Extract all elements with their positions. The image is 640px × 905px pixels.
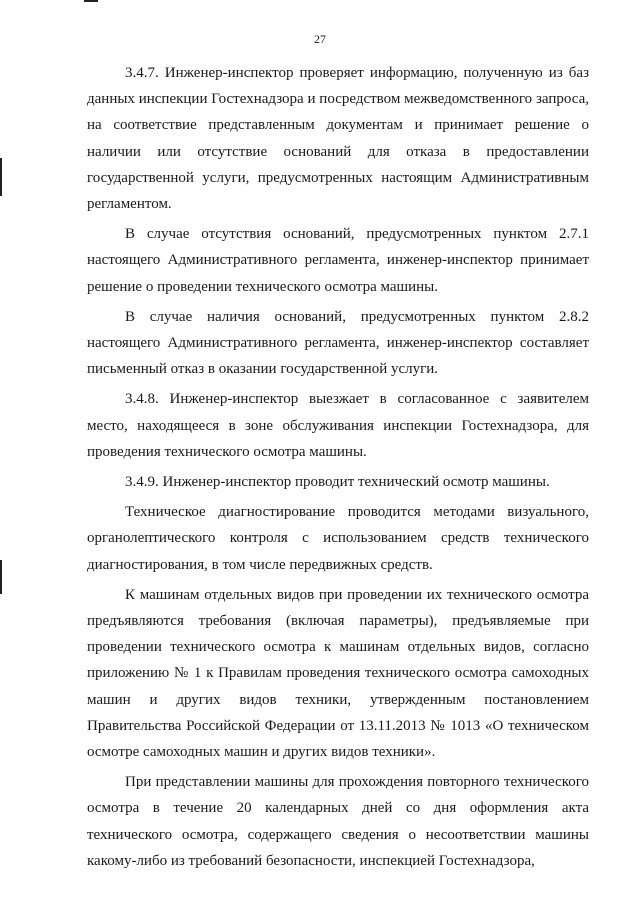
scan-artifact-top bbox=[84, 0, 98, 2]
paragraph-repeat-inspection: При представлении машины для прохождения повторного технического осмотра в течение 20 календарных дней со дня оформления акта технического осмотра, содержащего сведения о несоответствии машины какому-либо из требований безопасности, инспекцией Гостехнадзора, bbox=[87, 774, 589, 869]
document-body bbox=[87, 60, 589, 874]
scan-artifact-margin-upper bbox=[0, 158, 2, 196]
paragraph-3-4-7: 3.4.7. Инженер-инспектор проверяет информацию, полученную из баз данных инспекции Гостехнадзора и посредством межведомственного запроса, на соответствие представленным документам и принимает решение о наличии или отсутствие оснований для отказа в предоставлении государственной услуги, предусмотренных настоящим Административным регламентом. bbox=[87, 65, 589, 213]
paragraph-requirements: К машинам отдельных видов при проведении их технического осмотра предъявляются требования (включая параметры), предъявляемые при проведении технического осмотра к машинам отдельных видов, согласно приложению № 1 к Правилам проведения технического осмотра самоходных машин и других видов техники, утвержденным постановлением Правительства Российской Федерации от 13.11.2013 № 1013 «О техническом осмотре самоходных машин и других видов техники». bbox=[87, 586, 589, 761]
paragraph-grounds-refusal: В случае наличия оснований, предусмотренных пунктом 2.8.2 настоящего Административного регламента, инженер-инспектор составляет письменный отказ в оказании государственной услуги. bbox=[87, 308, 589, 378]
page-number: 27 bbox=[314, 32, 326, 46]
paragraph-diagnostics: Техническое диагностирование проводится методами визуального, органолептического контроля с использованием средств технического диагностирования, в том числе передвижных средств. bbox=[87, 504, 589, 573]
scan-artifact-margin-lower bbox=[0, 560, 2, 594]
paragraph-no-grounds: В случае отсутствия оснований, предусмотренных пунктом 2.7.1 настоящего Административного регламента, инженер-инспектор принимает решение о проведении технического осмотра машины. bbox=[87, 226, 589, 295]
paragraph-3-4-8: 3.4.8. Инженер-инспектор выезжает в согласованное с заявителем место, находящееся в зоне обслуживания инспекции Гостехнадзора, для проведения технического осмотра машины. bbox=[87, 391, 589, 460]
paragraph-3-4-9: 3.4.9. Инженер-инспектор проводит технический осмотр машины. bbox=[125, 474, 550, 491]
